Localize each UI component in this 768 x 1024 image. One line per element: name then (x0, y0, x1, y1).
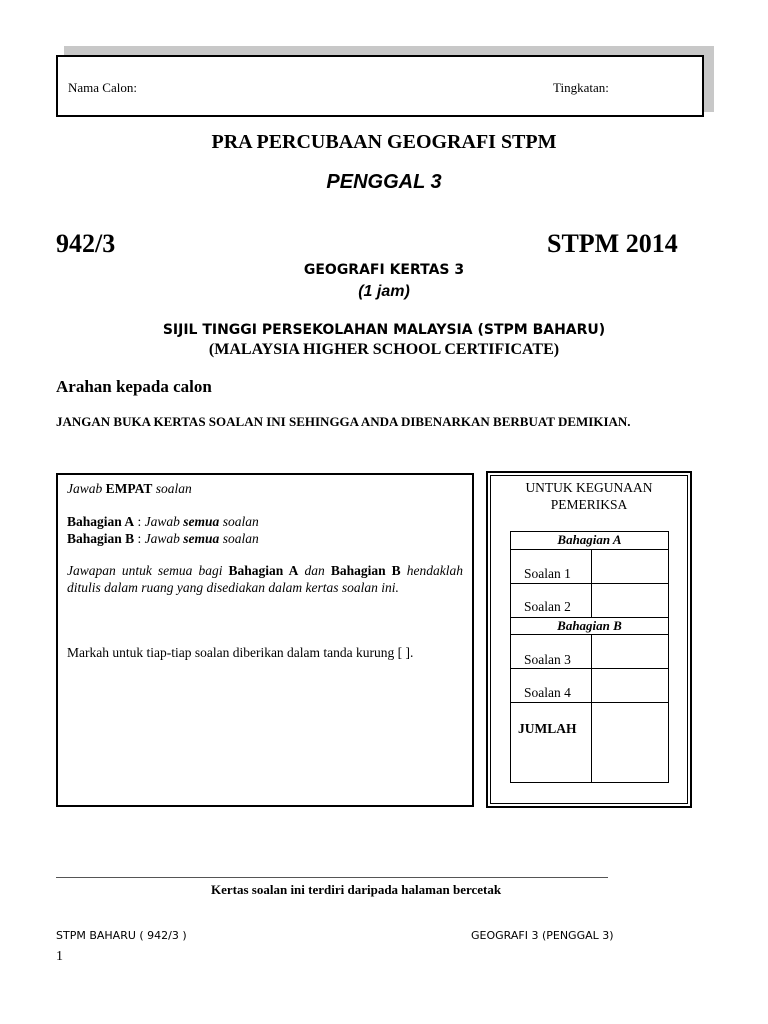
answer-count-line (67, 480, 192, 497)
exam-term: PENGGAL 3 (326, 171, 442, 193)
examiner-heading (490, 479, 688, 513)
total-label: JUMLAH (518, 721, 577, 736)
warning-text: JANGAN BUKA KERTAS SOALAN INI SEHINGGA ANDA DIBENARKAN BERBUAT DEMIKIAN. (56, 414, 631, 429)
question-1-label: Soalan 1 (524, 566, 571, 581)
printed-pages-note: Kertas soalan ini terdiri daripada halaman bercetak (211, 882, 502, 897)
answer-post: soalan (155, 481, 192, 496)
answer-count: EMPAT (105, 481, 153, 496)
question-4-label: Soalan 4 (524, 685, 571, 700)
duration: (1 jam) (358, 283, 410, 300)
soalan-word: soalan (222, 514, 259, 529)
all-word: semua (183, 514, 220, 529)
para-part-1: Jawapan untuk semua bagi (67, 563, 223, 578)
instructions-heading: Arahan kepada calon (56, 377, 212, 396)
class-label: Tingkatan: (553, 80, 609, 95)
examiner-section-a: Bahagian A (557, 532, 622, 547)
exam-year: STPM 2014 (547, 229, 678, 258)
grid-line (510, 583, 669, 584)
answer-location-paragraph (67, 562, 463, 596)
exam-title: PRA PERCUBAAN GEOGRAFI STPM (211, 131, 557, 153)
section-a-label: Bahagian A (67, 514, 135, 529)
para-section-b: Bahagian B (330, 563, 401, 578)
grid-line (510, 702, 669, 703)
section-b-line (67, 530, 259, 547)
candidate-name-label: Nama Calon: (68, 80, 137, 95)
footer-rule (56, 877, 608, 878)
examiner-heading-line1: UNTUK KEGUNAAN (525, 480, 653, 495)
answer-word: Jawab (144, 531, 180, 546)
certificate-malay: SIJIL TINGGI PERSEKOLAHAN MALAYSIA (STPM BAHARU) (162, 322, 606, 338)
question-2-label: Soalan 2 (524, 599, 571, 614)
para-section-a: Bahagian A (228, 563, 299, 578)
certificate-english: (MALAYSIA HIGHER SCHOOL CERTIFICATE) (208, 341, 560, 358)
marks-note: Markah untuk tiap-tiap soalan diberikan dalam tanda kurung [ ]. (67, 645, 414, 660)
answer-pre: Jawab (67, 481, 103, 496)
section-a-line (67, 513, 259, 530)
separator: : (137, 531, 142, 546)
question-3-label: Soalan 3 (524, 652, 571, 667)
examiner-section-b: Bahagian B (557, 618, 622, 633)
grid-divider (591, 634, 592, 783)
para-part-2: hendaklah ditulis dalam ruang yang disediakan dalam kertas soalan ini. (67, 563, 463, 595)
examiner-heading-line2: PEMERIKSA (550, 497, 628, 512)
grid-line (510, 668, 669, 669)
soalan-word: soalan (222, 531, 259, 546)
separator: : (137, 514, 142, 529)
paper-code: 942/3 (56, 229, 116, 258)
grid-line (510, 634, 669, 635)
section-b-label: Bahagian B (67, 531, 135, 546)
all-word: semua (183, 531, 220, 546)
grid-divider (591, 549, 592, 617)
para-and: dan (304, 563, 325, 578)
footer-right: GEOGRAFI 3 (PENGGAL 3) (471, 929, 614, 942)
subject-title: GEOGRAFI KERTAS 3 (303, 262, 465, 278)
footer-left: STPM BAHARU ( 942/3 ) (56, 929, 187, 942)
answer-word: Jawab (144, 514, 180, 529)
grid-line (510, 549, 669, 550)
page-number: 1 (56, 949, 63, 964)
